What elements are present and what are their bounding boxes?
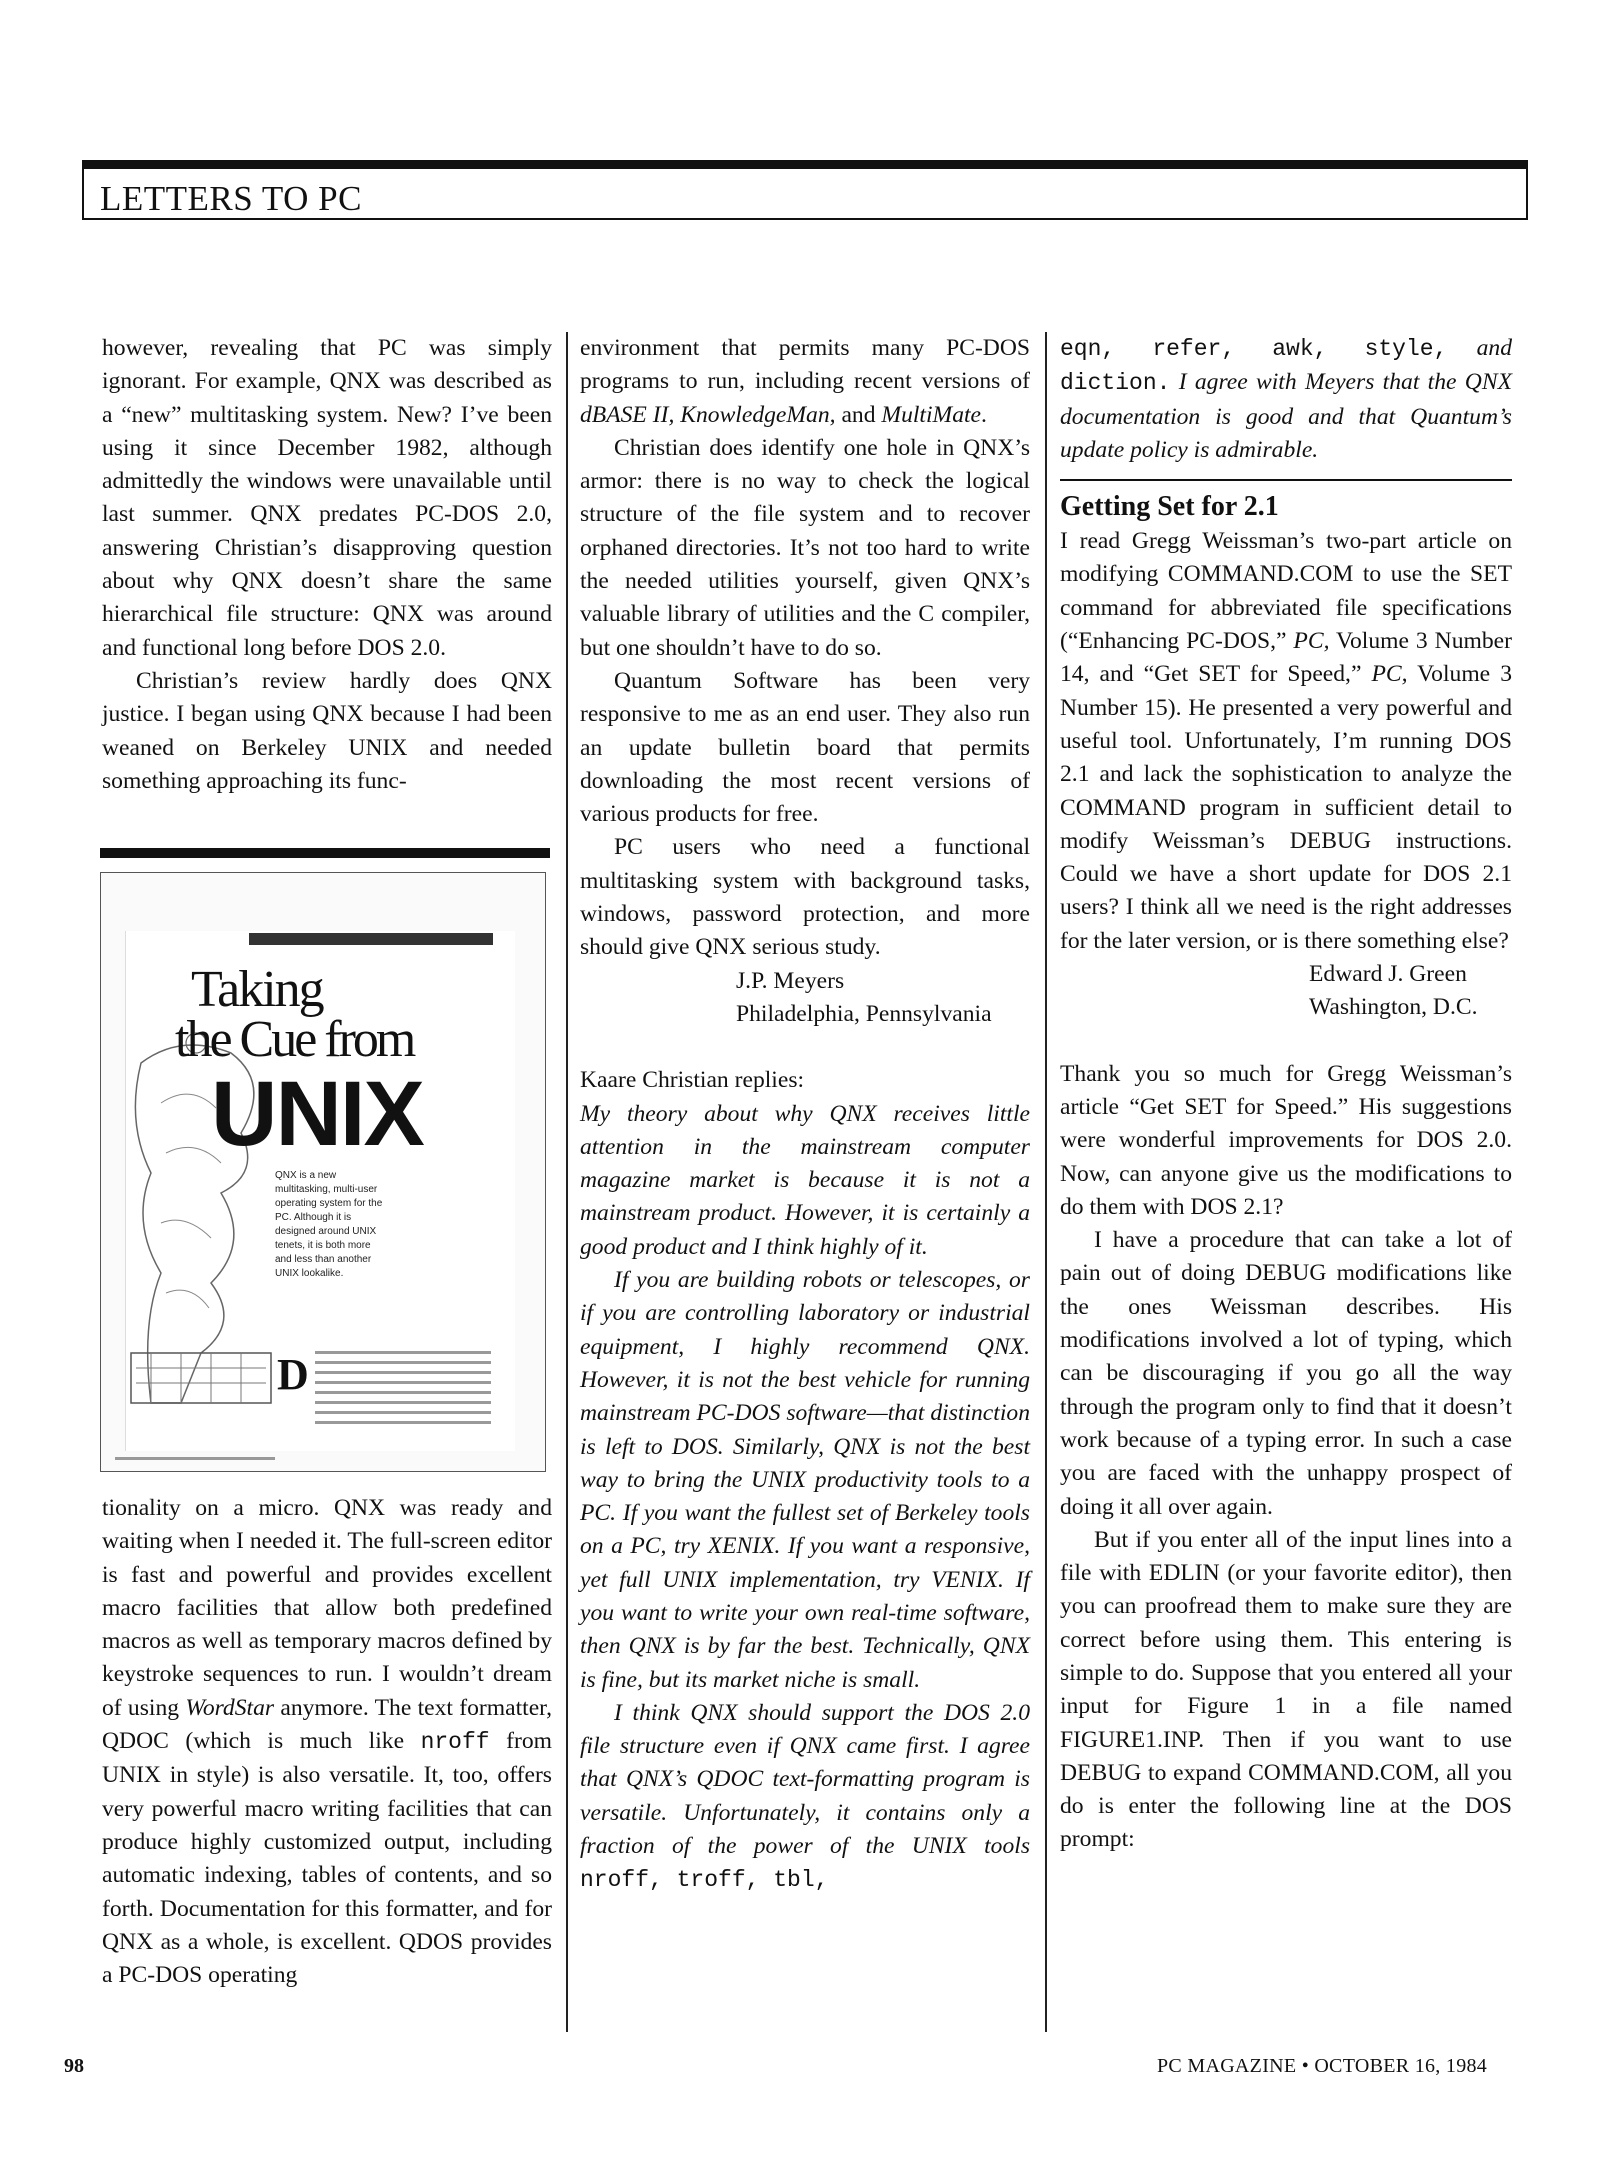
paragraph: Christian does identify one hole in QNX’s armor: there is no way to check the logical structure of the file system and to recover orphaned directories. It’s not too hard to write the needed utilities yourself, given QNX’s valuable library of utilities and the C compiler, but one shouldn’t have to do so. [580, 434, 1030, 661]
paragraph: I read Gregg Weissman’s two-part article on modifying COMMAND.COM to use the SET command for abbreviated file specifications (“Enhancing PC-DOS,” PC, Volume 3 Number 14, and “Get SET for Speed,” PC, Volume 3 Number 15). He presented a very powerful and useful tool. Unfortunately, I’m running DOS 2.1 and lack the sophistication to analyze the COMMAND program in sufficient detail to modify Weissman’s DEBUG instructions. Could we have a short update for DOS 2.1 users? I think all we need is the right addresses for the later version, or is there something else? [1060, 528, 1512, 954]
thumbnail-headline-3: UNIX [211, 1063, 423, 1165]
signature-place: Washington, D.C. [1309, 994, 1478, 1021]
letter-heading: Getting Set for 2.1 [1060, 491, 1279, 523]
thumbnail-body-lines [315, 1351, 491, 1431]
section-header [82, 160, 1528, 220]
section-divider [1060, 479, 1512, 481]
paragraph: eqn, refer, awk, style, and diction. I agree with Meyers that the QNX documentation is good and that Quantum’s update policy is admirable. [1060, 335, 1512, 463]
thumbnail-dropcap: D [277, 1350, 309, 1399]
paragraph: environment that permits many PC-DOS programs to run, including recent versions of dBASE II, KnowledgeMan, and MultiMate. [580, 335, 1030, 428]
column-2 [580, 332, 1030, 1898]
reply-heading: Kaare Christian replies: [580, 1067, 805, 1094]
paragraph: however, revealing that PC was simply ignorant. For example, QNX was described as a “new” multitasking system. New? I’ve been using it since December 1982, although admittedly the windows were unavailable until last summer. QNX predates PC-DOS 2.0, answering Christian’s disapproving question about why QNX doesn’t share the same hierarchical file structure: QNX was around and functional long before DOS 2.0. [102, 335, 552, 661]
thumbnail-caption-line [115, 1457, 275, 1460]
figure-top-rule [100, 848, 550, 858]
paragraph: PC users who need a functional multitasking system with background tasks, windows, password protection, and more should give QNX serious study. [580, 834, 1030, 961]
paragraph: Christian’s review hardly does QNX justice. I began using QNX because I had been weaned on Berkeley UNIX and needed something approaching its func- [102, 667, 552, 794]
paragraph: tionality on a micro. QNX was ready and waiting when I needed it. The full-screen editor is fast and powerful and provides excellent macro facilities that allow both predefined macros as well as temporary macros defined by keystroke sequences to run. I wouldn’t dream of using WordStar anymore. The text formatter, QDOC (which is much like nroff from UNIX in style) is also versatile. It, too, offers very powerful macro writing facilities that can produce highly customized output, including automatic indexing, tables of contents, and so forth. Documentation for this formatter, and for QNX as a whole, is excellent. QDOS provides a PC-DOS operating [102, 1495, 552, 1989]
column-1-bottom [102, 1492, 552, 1992]
page-number: 98 [64, 2055, 84, 2077]
paragraph: But if you enter all of the input lines into a file with EDLIN (or your favorite editor), then you can proofread them to make sure they are correct before using them. This entering is simple to do. Suppose that you entered all your input for Figure 1 in a file named FIGURE1.INP. Then if you want to use DEBUG to expand COMMAND.COM, all you do is enter the following line at the DOS prompt: [1060, 1526, 1512, 1853]
paragraph: Thank you so much for Gregg Weissman’s article “Get SET for Speed.” His suggestions were wonderful improvements for DOS 2.0. Now, can anyone give us the modifications to do them with DOS 2.1? [1060, 1060, 1512, 1220]
reply-paragraph: My theory about why QNX receives little attention in the mainstream computer magazine market is because it is not a mainstream product. However, it is certainly a good product and I think highly of it. [580, 1100, 1030, 1260]
thumbnail-dek: QNX is a new multitasking, multi-user operating system for the PC. Although it is designed around UNIX tenets, it is both more and less than another UNIX lookalike. [275, 1170, 383, 1279]
thumbnail-headline-2: the Cue from [175, 1011, 414, 1068]
reply-paragraph: I think QNX should support the DOS 2.0 file structure even if QNX came first. I agree that QNX’s QDOC text-formatting program is versatile. Unfortunately, it contains only a fraction of the power of the UNIX tools nroff, troff, tbl, [580, 1699, 1030, 1894]
thumbnail-headline-1: Taking [191, 961, 323, 1018]
section-title: LETTERS TO PC [100, 179, 362, 218]
article-thumbnail [100, 872, 546, 1472]
signature-name: J.P. Meyers [736, 967, 845, 994]
signature-name: Edward J. Green [1309, 961, 1467, 988]
thumbnail-kicker-bar [249, 933, 493, 945]
column-1-top [102, 332, 552, 798]
column-rule [566, 332, 568, 2032]
column-3 [1060, 332, 1512, 1857]
column-rule [1045, 332, 1047, 2032]
reply-paragraph: If you are building robots or telescopes, or if you are controlling laboratory or industrial equipment, I highly recommend QNX. However, it is not the best vehicle for running mainstream PC-DOS software—that distinction is left to DOS. Similarly, QNX is not the best way to bring the UNIX productivity tools to a PC. If you want the fullest set of Berkeley tools on a PC, try XENIX. If you want a responsive, yet full UNIX implementation, try VENIX. If you want to write your own real-time software, then QNX is by far the best. Technically, QNX is fine, but its market niche is small. [580, 1267, 1030, 1693]
signature-place: Philadelphia, Pennsylvania [736, 1000, 992, 1027]
paragraph: Quantum Software has been very responsive to me as an end user. They also run an update bulletin board that permits downloading the most recent versions of various products for free. [580, 667, 1030, 828]
magazine-folio: PC MAGAZINE • OCTOBER 16, 1984 [1157, 2055, 1488, 2077]
paragraph: I have a procedure that can take a lot of pain out of doing DEBUG modifications like the ones Weissman describes. His modifications involved a lot of typing, which can be discouraging if you go all the way through the program only to find that it doesn’t work because of a typing error. In such a case you are faced with the unhappy prospect of doing it all over again. [1060, 1227, 1512, 1520]
